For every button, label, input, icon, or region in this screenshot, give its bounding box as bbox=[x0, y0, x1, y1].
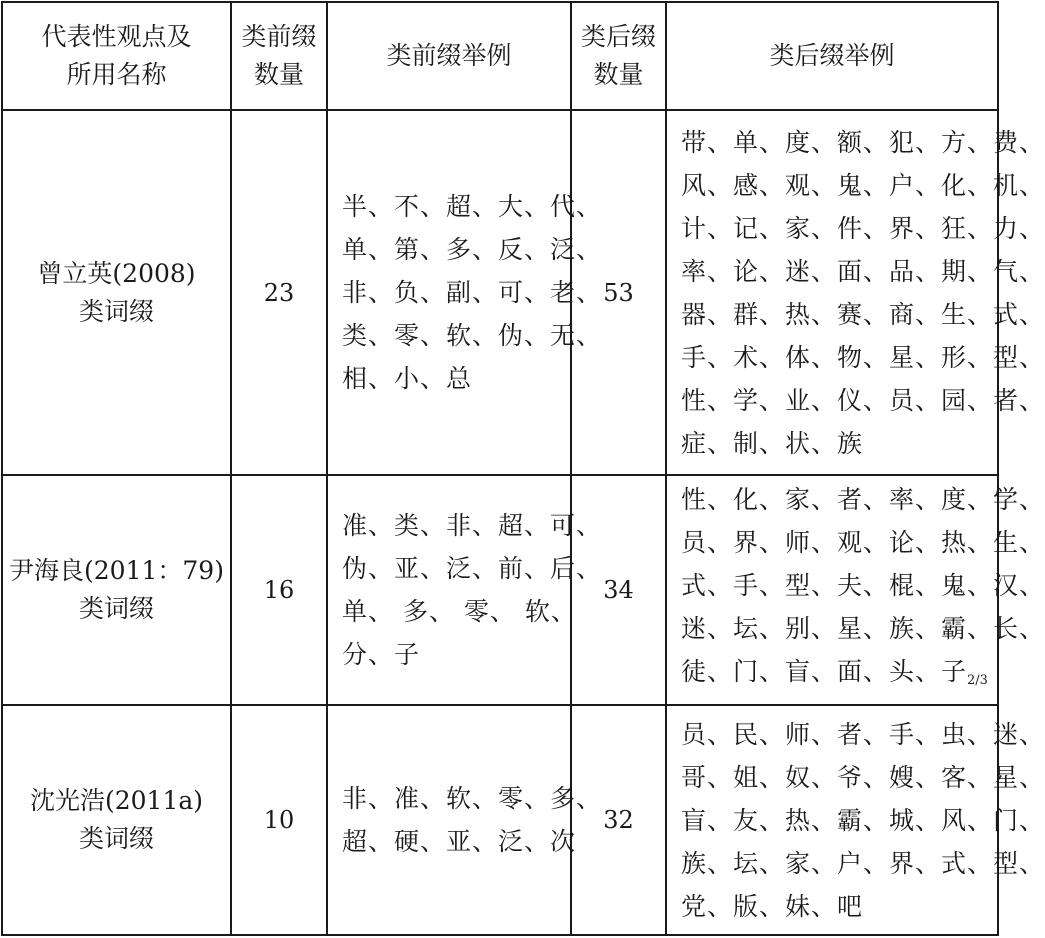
suffix-line-text: 徒、门、盲、面、头、子 bbox=[681, 657, 968, 686]
prefix-line: 非、准、软、零、多、 bbox=[342, 784, 603, 813]
prefix-examples bbox=[327, 475, 603, 705]
header-row bbox=[2, 2, 998, 110]
prefix-line: 单、第、多、反、泛、 bbox=[342, 235, 603, 264]
prefix-count: 16 bbox=[231, 475, 327, 705]
header-source-line-2: 所用名称 bbox=[66, 60, 167, 89]
suffix-line: 员、民、师、者、手、虫、迷、 bbox=[681, 719, 1045, 749]
suffix-line: 族、坛、家、户、界、式、型、 bbox=[681, 848, 1045, 878]
source-cell bbox=[2, 705, 231, 935]
source-cell bbox=[2, 475, 231, 705]
suffix-line: 盲、友、热、霸、城、风、门、 bbox=[681, 805, 1045, 835]
header-suffix-count-line-1: 类后缀 bbox=[580, 22, 656, 51]
prefix-examples bbox=[327, 705, 603, 935]
header-suffix-examples bbox=[666, 2, 998, 110]
header-prefix-count-line-2: 数量 bbox=[253, 60, 304, 89]
prefix-line: 单、 多、 零、 软、 bbox=[342, 597, 577, 626]
suffix-line: 哥、姐、奴、爷、嫂、客、星、 bbox=[681, 762, 1045, 792]
prefix-line: 分、子 bbox=[342, 640, 421, 669]
suffix-line: 器、群、热、赛、商、生、式、 bbox=[681, 299, 1045, 329]
suffix-count: 32 bbox=[571, 705, 666, 935]
suffix-line: 风、感、观、鬼、户、化、机、 bbox=[681, 170, 1045, 200]
source-term: 类词缀 bbox=[78, 594, 154, 623]
suffix-line: 员、界、师、观、论、热、生、 bbox=[681, 528, 1045, 557]
suffix-line: 党、版、妹、吧 bbox=[681, 891, 864, 921]
prefix-line: 非、负、副、可、老、 bbox=[342, 278, 603, 307]
source-name: 沈光浩(2011a) bbox=[29, 786, 204, 815]
header-suffix-count bbox=[571, 2, 666, 110]
suffix-line-last bbox=[681, 650, 987, 702]
suffix-line: 式、手、型、夫、棍、鬼、汉、 bbox=[681, 571, 1045, 600]
header-prefix-count-line-1: 类前缀 bbox=[241, 22, 317, 51]
suffix-line: 迷、坛、别、星、族、霸、长、 bbox=[681, 614, 1045, 643]
suffix-line: 计、记、家、件、界、狂、力、 bbox=[681, 213, 1045, 243]
prefix-examples bbox=[327, 110, 603, 475]
suffix-line: 手、术、体、物、星、形、型、 bbox=[681, 342, 1045, 372]
prefix-line: 超、硬、亚、泛、次 bbox=[342, 827, 577, 856]
table-row bbox=[2, 475, 998, 705]
source-term: 类词缀 bbox=[78, 824, 154, 853]
source-cell bbox=[2, 110, 231, 475]
prefix-count: 23 bbox=[231, 110, 327, 475]
header-prefix-count bbox=[231, 2, 327, 110]
suffix-line: 性、化、家、者、率、度、学、 bbox=[681, 485, 1045, 514]
suffix-line: 率、论、迷、面、品、期、气、 bbox=[681, 256, 1045, 286]
header-prefix-examples-line-1: 类前缀举例 bbox=[386, 41, 512, 70]
header-suffix-examples-line-1: 类后缀举例 bbox=[769, 41, 895, 70]
suffix-examples bbox=[666, 475, 1045, 705]
prefix-line: 准、类、非、超、可、 bbox=[342, 511, 603, 540]
prefix-line: 类、零、软、伪、无、 bbox=[342, 321, 603, 350]
suffix-line: 症、制、状、族 bbox=[681, 428, 864, 458]
suffix-count: 34 bbox=[571, 475, 666, 705]
table-row bbox=[2, 705, 998, 935]
source-name: 曾立英(2008) bbox=[37, 258, 196, 288]
header-suffix-count-line-2: 数量 bbox=[593, 60, 644, 89]
header-prefix-examples bbox=[327, 2, 571, 110]
suffix-note: 2/3 bbox=[967, 673, 988, 688]
suffix-examples bbox=[666, 110, 1045, 475]
suffix-count: 53 bbox=[571, 110, 666, 475]
affix-comparison-table bbox=[1, 1, 1045, 936]
prefix-line: 半、不、超、大、代、 bbox=[342, 192, 603, 221]
suffix-line: 带、单、度、额、犯、方、费、 bbox=[681, 127, 1045, 157]
table-row bbox=[2, 110, 998, 475]
prefix-line: 相、小、总 bbox=[342, 364, 473, 393]
suffix-line: 性、学、业、仪、员、园、者、 bbox=[681, 385, 1045, 415]
header-source-line-1: 代表性观点及 bbox=[41, 22, 192, 51]
prefix-count: 10 bbox=[231, 705, 327, 935]
source-term: 类词缀 bbox=[78, 296, 154, 326]
prefix-line: 伪、亚、泛、前、后、 bbox=[342, 554, 603, 583]
suffix-examples bbox=[666, 705, 1045, 935]
source-name: 尹海良(2011：79) bbox=[9, 556, 224, 585]
header-source bbox=[2, 2, 231, 110]
